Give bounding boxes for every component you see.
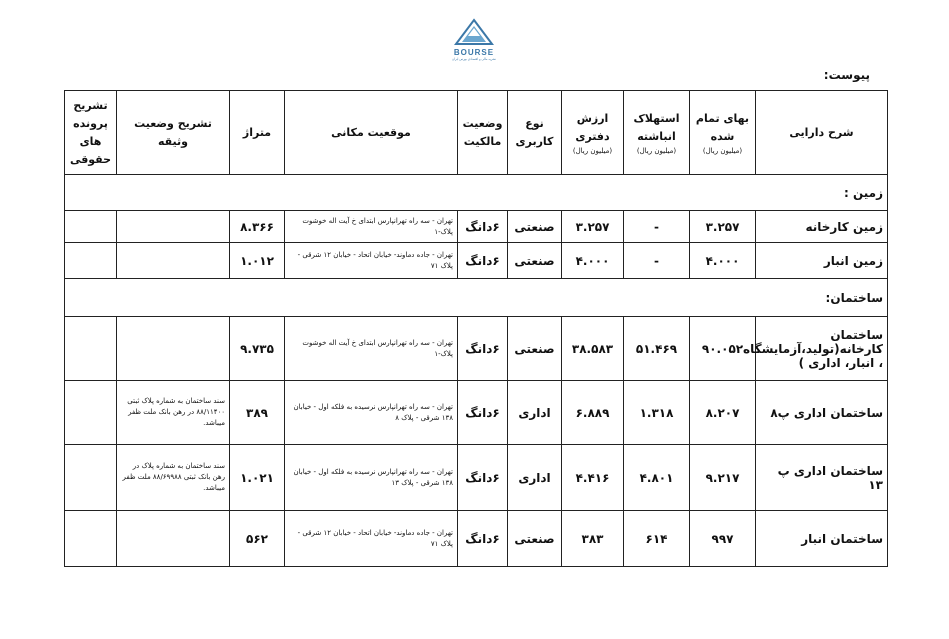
logo-tagline: نشریه مالی و اقتصادی بورس ایران [452,57,496,61]
cell-desc: زمین کارخانه [756,211,888,243]
cell-location: تهران - سه راه تهرانپارس نرسیده به فلکه اول - خیابان ۱۳۸ شرقی - پلاک ۸ [285,381,458,445]
cell-depreciation: ۵۱.۴۶۹ [624,317,690,381]
cell-area: ۹.۷۳۵ [230,317,285,381]
cell-legal [65,317,117,381]
cell-ownership: ۶دانگ [458,317,508,381]
cell-location: تهران - جاده دماوند- خیابان اتحاد - خیابان ۱۲ شرقی - پلاک ۷۱ [285,511,458,567]
cell-legal [65,211,117,243]
cell-desc: ساختمان اداری پ۸ [756,381,888,445]
section-building-row [65,279,888,317]
cell-legal [65,511,117,567]
cell-ownership: ۶دانگ [458,511,508,567]
cell-depreciation: ۱.۳۱۸ [624,381,690,445]
table-row [65,445,888,511]
attachment-label: پیوست: [823,68,870,82]
cell-cost: ۳.۲۵۷ [690,211,756,243]
header-area: متراژ [230,91,285,175]
cell-depreciation: - [624,211,690,243]
header-deed: تشریح وضعیت وثیقه [117,91,230,175]
cell-deed: سند ساختمان به شماره پلاک در رهن بانک ثبتی ۸۸/۶۹۹۸۸ ملت ظفر میباشد. [117,445,230,511]
section-land-title: زمین : [65,175,888,211]
cell-book-value: ۳.۲۵۷ [562,211,624,243]
header-total-cost: بهای تمام شده (میلیون ریال) [690,91,756,175]
cell-usage: اداری [508,445,562,511]
table-row [65,381,888,445]
section-land-row [65,175,888,211]
logo-triangle-icon [454,18,494,46]
cell-area: ۸.۳۶۶ [230,211,285,243]
cell-book-value: ۴.۰۰۰ [562,243,624,279]
cell-usage: اداری [508,381,562,445]
cell-area: ۱.۰۱۲ [230,243,285,279]
cell-usage: صنعتی [508,243,562,279]
cell-deed [117,511,230,567]
cell-book-value: ۳۸.۵۸۳ [562,317,624,381]
cell-legal [65,445,117,511]
cell-usage: صنعتی [508,317,562,381]
cell-deed: سند ساختمان به شماره پلاک ثبتی ۸۸/۱۱۴۰۰ در رهن بانک ملت ظفر میباشد. [117,381,230,445]
cell-ownership: ۶دانگ [458,445,508,511]
header-row [65,91,888,175]
header-location: موقعیت مکانی [285,91,458,175]
cell-book-value: ۶.۸۸۹ [562,381,624,445]
cell-deed [117,211,230,243]
cell-legal [65,381,117,445]
cell-cost: ۹.۲۱۷ [690,445,756,511]
cell-book-value: ۳۸۳ [562,511,624,567]
section-building-title: ساختمان: [65,279,888,317]
cell-ownership: ۶دانگ [458,243,508,279]
table-row [65,317,888,381]
cell-area: ۳۸۹ [230,381,285,445]
cell-desc: زمین انبار [756,243,888,279]
cell-cost: ۸.۲۰۷ [690,381,756,445]
cell-depreciation: ۶۱۴ [624,511,690,567]
cell-deed [117,243,230,279]
table-row [65,511,888,567]
header-legal: تشریح پرونده های حقوقی [65,91,117,175]
cell-deed [117,317,230,381]
cell-cost: ۹۰.۰۵۲ [690,317,756,381]
cell-desc: ساختمان انبار [756,511,888,567]
cell-usage: صنعتی [508,511,562,567]
cell-usage: صنعتی [508,211,562,243]
bourse-logo [438,18,510,68]
header-ownership: وضعیت مالکیت [458,91,508,175]
cell-cost: ۴.۰۰۰ [690,243,756,279]
cell-area: ۵۶۲ [230,511,285,567]
cell-location: تهران - سه راه تهرانپارس نرسیده به فلکه اول - خیابان ۱۳۸ شرقی - پلاک ۱۳ [285,445,458,511]
header-book-value: ارزش دفتری (میلیون ریال) [562,91,624,175]
cell-ownership: ۶دانگ [458,381,508,445]
asset-table [64,90,888,567]
cell-location: تهران - سه راه تهرانپارس ابتدای خ آیت اله خوشوت پلاک-۱ [285,317,458,381]
logo-brand: BOURSE [453,48,495,57]
table-row [65,211,888,243]
header-description: شرح دارایی [756,91,888,175]
cell-desc: ساختمان کارخانه(تولید،آزمایشگاه ، انبار، اداری ) [756,317,888,381]
cell-location: تهران - سه راه تهرانپارس ابتدای خ آیت اله خوشوت پلاک-۱ [285,211,458,243]
cell-location: تهران - جاده دماوند- خیابان اتحاد - خیابان ۱۲ شرقی - پلاک ۷۱ [285,243,458,279]
cell-book-value: ۴.۴۱۶ [562,445,624,511]
cell-desc: ساختمان اداری پ ۱۳ [756,445,888,511]
table-row [65,243,888,279]
cell-area: ۱.۰۲۱ [230,445,285,511]
header-depreciation: استهلاک انباشته (میلیون ریال) [624,91,690,175]
cell-cost: ۹۹۷ [690,511,756,567]
cell-ownership: ۶دانگ [458,211,508,243]
cell-depreciation: - [624,243,690,279]
cell-depreciation: ۴.۸۰۱ [624,445,690,511]
header-usage: نوع کاربری [508,91,562,175]
cell-legal [65,243,117,279]
